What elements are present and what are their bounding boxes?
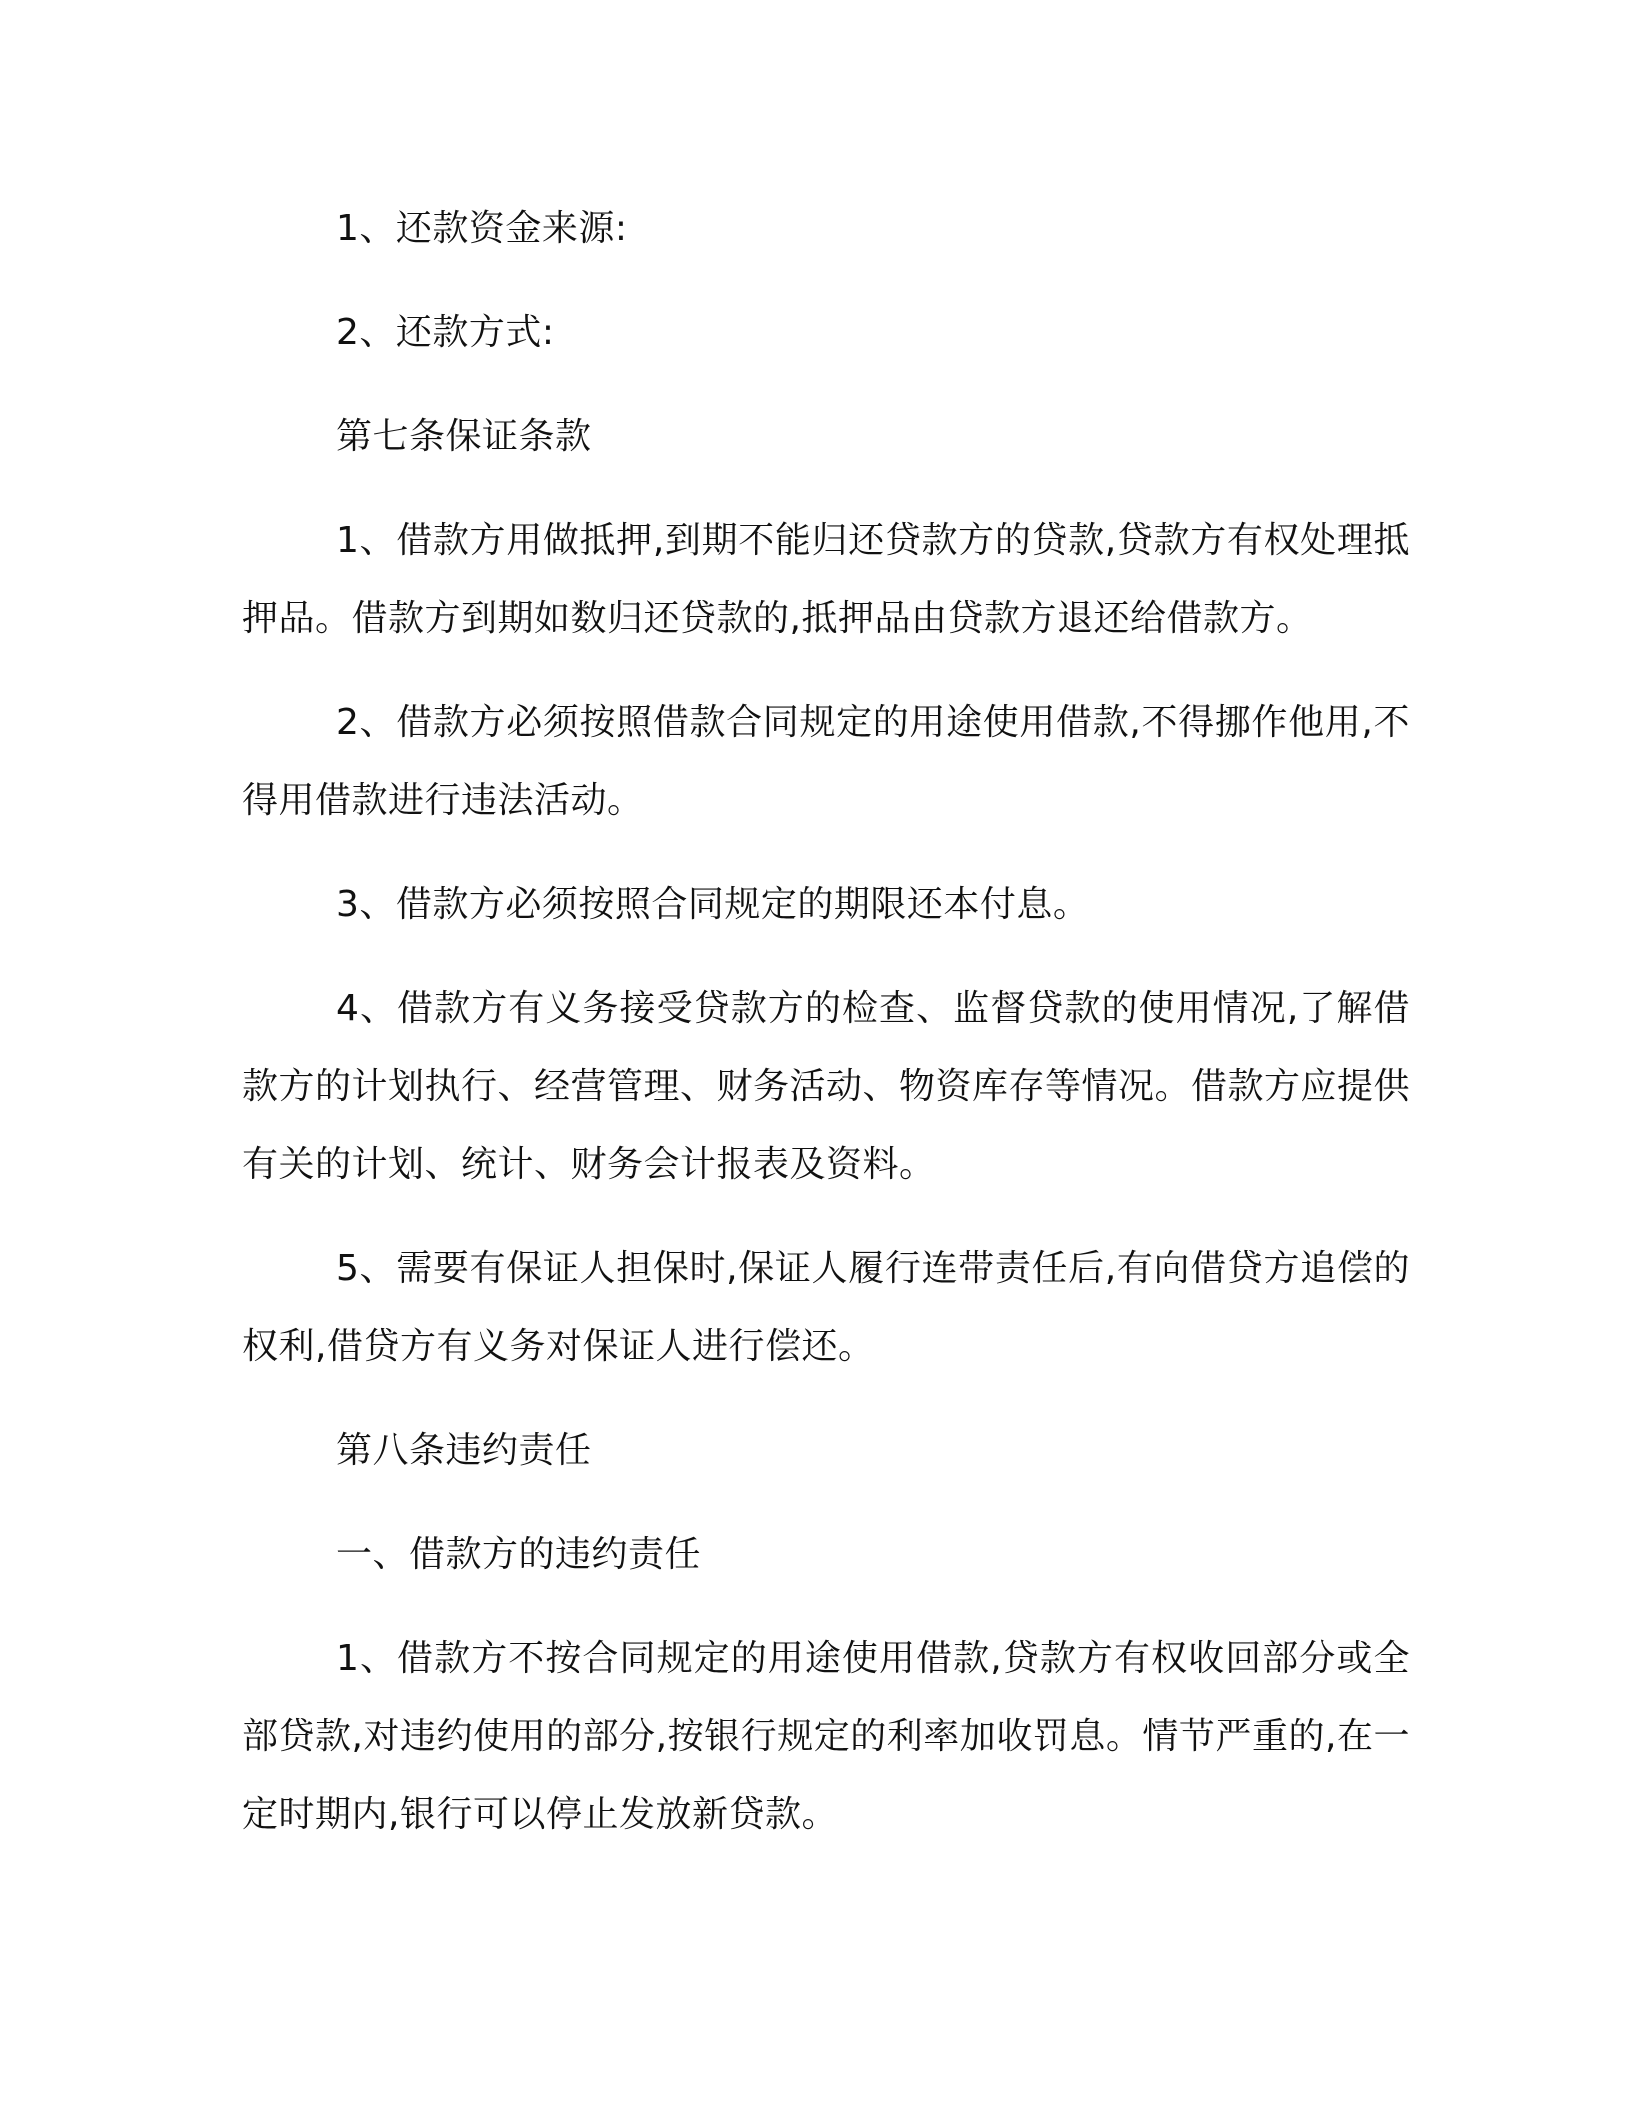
guarantee-clause-3: 3、借款方必须按照合同规定的期限还本付息。 [336,884,1090,925]
guarantee-clause-4: 4、借款方有义务接受贷款方的检查、监督贷款的使用情况,了解借款方的计划执行、经营管理、财务活动、物资库存等情况。借款方应提供有关的计划、统计、财务会计报表及资料。 [242,988,1411,1185]
guarantee-clause-5: 5、需要有保证人担保时,保证人履行连带责任后,有向借贷方追偿的权利,借贷方有义务对保证人进行偿还。 [242,1248,1410,1367]
borrower-liability-heading: 一、借款方的违约责任 [336,1534,702,1575]
article-8-heading: 第八条违约责任 [336,1430,592,1471]
borrower-liability-clause-1: 1、借款方不按合同规定的用途使用借款,贷款方有权收回部分或全部贷款,对违约使用的部分,按银行规定的利率加收罚息。情节严重的,在一定时期内,银行可以停止发放新贷款。 [242,1638,1410,1835]
guarantee-clause-1: 1、借款方用做抵押,到期不能归还贷款方的贷款,贷款方有权处理抵押品。借款方到期如数归还贷款的,抵押品由贷款方退还给借款方。 [242,520,1410,639]
repayment-source-item: 1、还款资金来源: [336,208,628,249]
article-7-heading: 第七条保证条款 [336,416,592,457]
repayment-method-item: 2、还款方式: [336,312,555,353]
guarantee-clause-2: 2、借款方必须按照借款合同规定的用途使用借款,不得挪作他用,不得用借款进行违法活动。 [242,702,1410,821]
document-body [242,190,1410,1880]
